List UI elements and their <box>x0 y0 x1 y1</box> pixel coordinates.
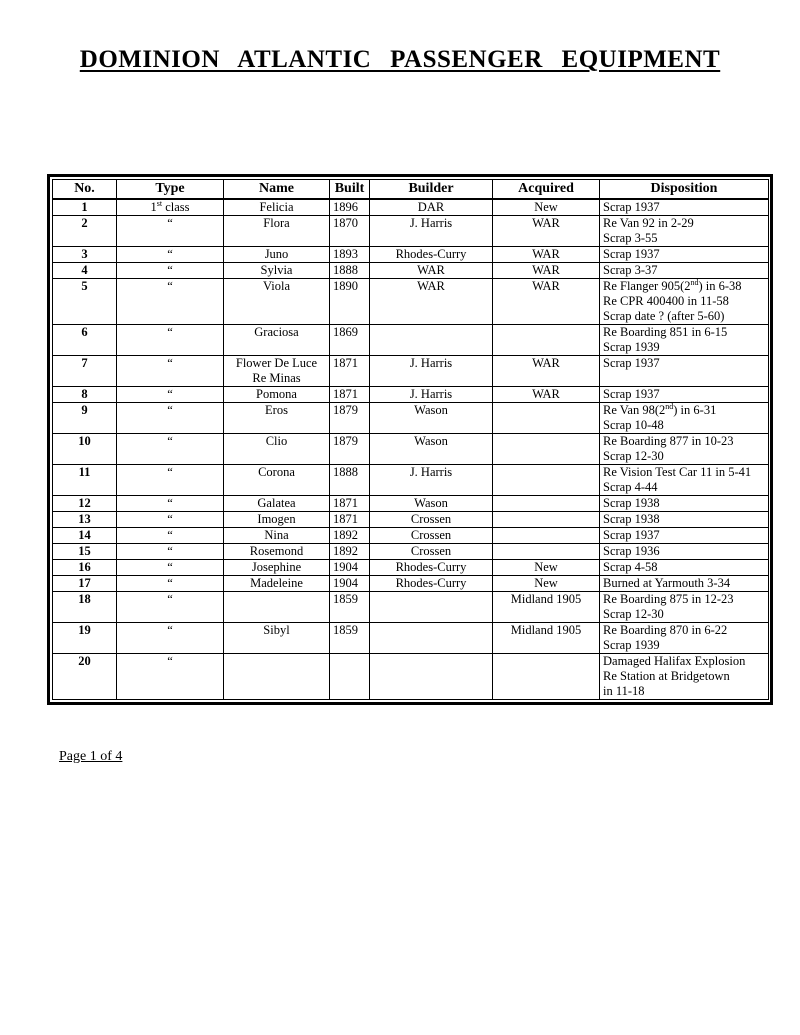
cell-name-line: Rosemond <box>249 544 304 558</box>
cell-disposition-line: Re Flanger 905(2nd) in 6-38 <box>603 278 742 293</box>
cell-name <box>224 496 330 512</box>
column-header-built: Built <box>330 180 370 200</box>
cell-disposition-line: Damaged Halifax Explosion <box>603 654 746 668</box>
column-header-name: Name <box>224 180 330 200</box>
cell-type <box>117 403 224 434</box>
cell-builder: WAR <box>370 279 493 325</box>
cell-name-line: Clio <box>265 434 288 448</box>
table-row <box>53 528 769 544</box>
table-row <box>53 199 769 216</box>
cell-acquired: Midland 1905 <box>493 592 600 623</box>
cell-disposition-line: Scrap 1938 <box>603 512 660 526</box>
column-header-builder: Builder <box>370 180 493 200</box>
cell-built: 1879 <box>330 434 370 465</box>
cell-acquired: WAR <box>493 216 600 247</box>
cell-type-text: “ <box>167 263 173 277</box>
cell-disposition-line: in 11-18 <box>603 684 645 698</box>
cell-disposition-line: Scrap 12-30 <box>603 449 664 463</box>
cell-disposition-line: Scrap 12-30 <box>603 607 664 621</box>
cell-builder <box>370 623 493 654</box>
cell-type <box>117 325 224 356</box>
cell-disposition <box>600 325 769 356</box>
cell-name-line: Eros <box>265 403 288 417</box>
cell-acquired: WAR <box>493 247 600 263</box>
cell-name <box>224 263 330 279</box>
cell-built <box>330 654 370 700</box>
equipment-table <box>52 179 769 700</box>
cell-type-text: “ <box>167 216 173 230</box>
cell-type <box>117 356 224 387</box>
cell-disposition <box>600 623 769 654</box>
cell-name <box>224 325 330 356</box>
cell-disposition <box>600 512 769 528</box>
cell-name-line: Galatea <box>257 496 296 510</box>
cell-acquired: WAR <box>493 356 600 387</box>
column-header-type: Type <box>117 180 224 200</box>
cell-disposition <box>600 465 769 496</box>
cell-no: 4 <box>53 263 117 279</box>
cell-no: 14 <box>53 528 117 544</box>
cell-type-text: “ <box>167 356 173 370</box>
cell-builder: Crossen <box>370 528 493 544</box>
table-row <box>53 654 769 700</box>
cell-type <box>117 544 224 560</box>
cell-builder <box>370 592 493 623</box>
cell-disposition-line: Scrap 1937 <box>603 247 660 261</box>
cell-type-superscript: st <box>156 199 163 208</box>
cell-builder: Crossen <box>370 544 493 560</box>
cell-type <box>117 528 224 544</box>
cell-built: 1893 <box>330 247 370 263</box>
cell-disposition-line: Scrap 1937 <box>603 356 660 370</box>
table-row <box>53 263 769 279</box>
cell-built: 1888 <box>330 263 370 279</box>
cell-no: 2 <box>53 216 117 247</box>
cell-disposition <box>600 247 769 263</box>
cell-name-line: Sylvia <box>260 263 293 277</box>
cell-acquired: WAR <box>493 279 600 325</box>
equipment-table-frame <box>47 174 773 705</box>
cell-type-suffix: class <box>162 200 190 214</box>
cell-acquired <box>493 654 600 700</box>
cell-type <box>117 654 224 700</box>
cell-disposition-line: Scrap 1937 <box>603 528 660 542</box>
cell-acquired: WAR <box>493 263 600 279</box>
cell-acquired: New <box>493 560 600 576</box>
cell-name <box>224 434 330 465</box>
page-number: Page 1 of 4 <box>59 749 123 764</box>
cell-name <box>224 279 330 325</box>
cell-built: 1890 <box>330 279 370 325</box>
cell-type-text: “ <box>167 387 173 401</box>
cell-disposition <box>600 434 769 465</box>
table-row <box>53 576 769 592</box>
cell-type-text: “ <box>167 403 173 417</box>
cell-disposition <box>600 387 769 403</box>
cell-builder: Rhodes-Curry <box>370 247 493 263</box>
cell-disposition-line: Scrap 4-58 <box>603 560 658 574</box>
cell-name <box>224 623 330 654</box>
page-title <box>0 46 800 74</box>
cell-builder: Rhodes-Curry <box>370 576 493 592</box>
cell-built: 1869 <box>330 325 370 356</box>
cell-built: 1892 <box>330 544 370 560</box>
cell-type <box>117 560 224 576</box>
cell-name <box>224 512 330 528</box>
cell-disposition-line: Re CPR 400400 in 11-58 <box>603 294 729 308</box>
cell-disposition-line: Re Boarding 851 in 6-15 <box>603 325 728 339</box>
page-title-text: DOMINION ATLANTIC PASSENGER EQUIPMENT <box>79 46 721 73</box>
cell-disposition <box>600 496 769 512</box>
cell-disposition-line: Scrap 3-37 <box>603 263 658 277</box>
cell-built: 1904 <box>330 576 370 592</box>
cell-no: 10 <box>53 434 117 465</box>
cell-acquired <box>493 512 600 528</box>
cell-name-line: Flower De Luce <box>235 356 318 370</box>
table-row <box>53 216 769 247</box>
cell-builder: Wason <box>370 434 493 465</box>
table-row <box>53 623 769 654</box>
cell-name-line: Graciosa <box>254 325 299 339</box>
cell-disposition <box>600 216 769 247</box>
cell-disposition-line: Scrap 1936 <box>603 544 660 558</box>
cell-acquired <box>493 325 600 356</box>
cell-no: 20 <box>53 654 117 700</box>
cell-builder: Wason <box>370 403 493 434</box>
cell-type <box>117 465 224 496</box>
cell-builder: J. Harris <box>370 387 493 403</box>
cell-disposition <box>600 576 769 592</box>
cell-name-line: Sibyl <box>263 623 290 637</box>
cell-type <box>117 623 224 654</box>
cell-disposition-line: Re Boarding 870 in 6-22 <box>603 623 728 637</box>
cell-builder: WAR <box>370 263 493 279</box>
cell-type-text: “ <box>167 560 173 574</box>
table-body <box>53 199 769 700</box>
cell-disposition-line: Re Boarding 875 in 12-23 <box>603 592 734 606</box>
cell-disposition <box>600 654 769 700</box>
cell-type-text: 1 <box>150 200 157 214</box>
cell-type-text: “ <box>167 496 173 510</box>
cell-name <box>224 247 330 263</box>
cell-builder: J. Harris <box>370 356 493 387</box>
cell-disposition <box>600 356 769 387</box>
cell-name <box>224 576 330 592</box>
cell-no: 3 <box>53 247 117 263</box>
cell-disposition-line: Re Station at Bridgetown <box>603 669 730 683</box>
cell-type-text: “ <box>167 247 173 261</box>
cell-acquired: WAR <box>493 387 600 403</box>
cell-type <box>117 576 224 592</box>
cell-type <box>117 199 224 216</box>
cell-built: 1888 <box>330 465 370 496</box>
cell-name-line: Pomona <box>256 387 297 401</box>
cell-disposition <box>600 560 769 576</box>
cell-type <box>117 512 224 528</box>
table-row <box>53 279 769 325</box>
table-row <box>53 544 769 560</box>
cell-disposition-line: Scrap 1937 <box>603 200 660 214</box>
cell-built: 1904 <box>330 560 370 576</box>
cell-disposition <box>600 279 769 325</box>
cell-name <box>224 560 330 576</box>
cell-no: 6 <box>53 325 117 356</box>
cell-no: 15 <box>53 544 117 560</box>
cell-disposition-line: Scrap 4-44 <box>603 480 658 494</box>
cell-no: 18 <box>53 592 117 623</box>
cell-disposition-line: Scrap 3-55 <box>603 231 658 245</box>
cell-no: 12 <box>53 496 117 512</box>
cell-no: 16 <box>53 560 117 576</box>
cell-builder: Crossen <box>370 512 493 528</box>
cell-no: 8 <box>53 387 117 403</box>
cell-no: 1 <box>53 199 117 216</box>
cell-type-text: “ <box>167 544 173 558</box>
cell-type <box>117 247 224 263</box>
cell-no: 13 <box>53 512 117 528</box>
cell-name-line: Re Minas <box>252 371 301 385</box>
cell-disposition-line: Burned at Yarmouth 3-34 <box>603 576 731 590</box>
cell-acquired: New <box>493 199 600 216</box>
cell-type <box>117 216 224 247</box>
cell-name <box>224 654 330 700</box>
cell-builder: J. Harris <box>370 216 493 247</box>
cell-type <box>117 263 224 279</box>
cell-built: 1871 <box>330 387 370 403</box>
column-header-no: No. <box>53 180 117 200</box>
cell-disposition-line: Re Van 92 in 2-29 <box>603 216 694 230</box>
table-row <box>53 465 769 496</box>
cell-built: 1879 <box>330 403 370 434</box>
cell-name <box>224 465 330 496</box>
cell-no: 5 <box>53 279 117 325</box>
cell-disposition-line: Scrap 1937 <box>603 387 660 401</box>
cell-disposition-line: Re Boarding 877 in 10-23 <box>603 434 734 448</box>
cell-name <box>224 199 330 216</box>
cell-built: 1859 <box>330 623 370 654</box>
cell-type <box>117 279 224 325</box>
cell-type-text: “ <box>167 576 173 590</box>
cell-built: 1896 <box>330 199 370 216</box>
cell-acquired <box>493 528 600 544</box>
cell-acquired: New <box>493 576 600 592</box>
table-row <box>53 592 769 623</box>
cell-built: 1871 <box>330 512 370 528</box>
table-row <box>53 496 769 512</box>
cell-type-text: “ <box>167 465 173 479</box>
cell-no: 7 <box>53 356 117 387</box>
cell-name-line: Nina <box>264 528 289 542</box>
table-row <box>53 387 769 403</box>
cell-builder: DAR <box>370 199 493 216</box>
cell-disposition-line: Re Vision Test Car 11 in 5-41 <box>603 465 752 479</box>
cell-disposition <box>600 403 769 434</box>
cell-disposition <box>600 592 769 623</box>
cell-acquired <box>493 496 600 512</box>
table-row <box>53 325 769 356</box>
table-row <box>53 356 769 387</box>
table-row <box>53 512 769 528</box>
cell-disposition-line: Scrap 1938 <box>603 496 660 510</box>
cell-type <box>117 434 224 465</box>
table-row <box>53 560 769 576</box>
cell-disposition-line: Re Van 98(2nd) in 6-31 <box>603 402 717 417</box>
cell-type-text: “ <box>167 279 173 293</box>
cell-name <box>224 544 330 560</box>
cell-disposition <box>600 199 769 216</box>
cell-no: 19 <box>53 623 117 654</box>
cell-type <box>117 592 224 623</box>
cell-acquired <box>493 544 600 560</box>
cell-built: 1871 <box>330 356 370 387</box>
cell-type-text: “ <box>167 325 173 339</box>
column-header-acquired: Acquired <box>493 180 600 200</box>
cell-type-text: “ <box>167 434 173 448</box>
cell-disposition-line: Scrap 10-48 <box>603 418 664 432</box>
cell-name-line: Juno <box>264 247 289 261</box>
cell-name-line: Corona <box>258 465 295 479</box>
cell-name <box>224 592 330 623</box>
cell-type-text: “ <box>167 623 173 637</box>
table-header-row <box>53 180 769 200</box>
cell-builder <box>370 325 493 356</box>
cell-name <box>224 387 330 403</box>
cell-builder: Wason <box>370 496 493 512</box>
cell-no: 17 <box>53 576 117 592</box>
cell-name-line: Imogen <box>257 512 296 526</box>
cell-name <box>224 403 330 434</box>
cell-disposition <box>600 528 769 544</box>
cell-acquired <box>493 403 600 434</box>
cell-type-text: “ <box>167 592 173 606</box>
column-header-disposition: Disposition <box>600 180 769 200</box>
cell-builder <box>370 654 493 700</box>
cell-builder: J. Harris <box>370 465 493 496</box>
cell-built: 1859 <box>330 592 370 623</box>
cell-type-text: “ <box>167 528 173 542</box>
cell-name-line: Flora <box>263 216 290 230</box>
cell-name-line: Madeleine <box>250 576 303 590</box>
cell-name <box>224 216 330 247</box>
cell-disposition-line: Scrap 1939 <box>603 340 660 354</box>
cell-name <box>224 528 330 544</box>
cell-built: 1870 <box>330 216 370 247</box>
ordinal-superscript: nd <box>690 278 699 287</box>
cell-acquired <box>493 434 600 465</box>
ordinal-superscript: nd <box>665 402 674 411</box>
table-row <box>53 403 769 434</box>
cell-type-text: “ <box>167 512 173 526</box>
cell-name-line: Josephine <box>251 560 302 574</box>
cell-disposition <box>600 544 769 560</box>
cell-no: 9 <box>53 403 117 434</box>
cell-type <box>117 496 224 512</box>
cell-no: 11 <box>53 465 117 496</box>
cell-disposition <box>600 263 769 279</box>
cell-built: 1871 <box>330 496 370 512</box>
cell-type <box>117 387 224 403</box>
cell-builder: Rhodes-Curry <box>370 560 493 576</box>
cell-acquired: Midland 1905 <box>493 623 600 654</box>
cell-disposition-line: Scrap 1939 <box>603 638 660 652</box>
cell-type-text: “ <box>167 654 173 668</box>
cell-name <box>224 356 330 387</box>
cell-name-line: Viola <box>262 279 291 293</box>
table-row <box>53 247 769 263</box>
table-row <box>53 434 769 465</box>
cell-disposition-line: Scrap date ? (after 5-60) <box>603 309 725 323</box>
cell-built: 1892 <box>330 528 370 544</box>
cell-name-line: Felicia <box>259 200 294 214</box>
cell-acquired <box>493 465 600 496</box>
